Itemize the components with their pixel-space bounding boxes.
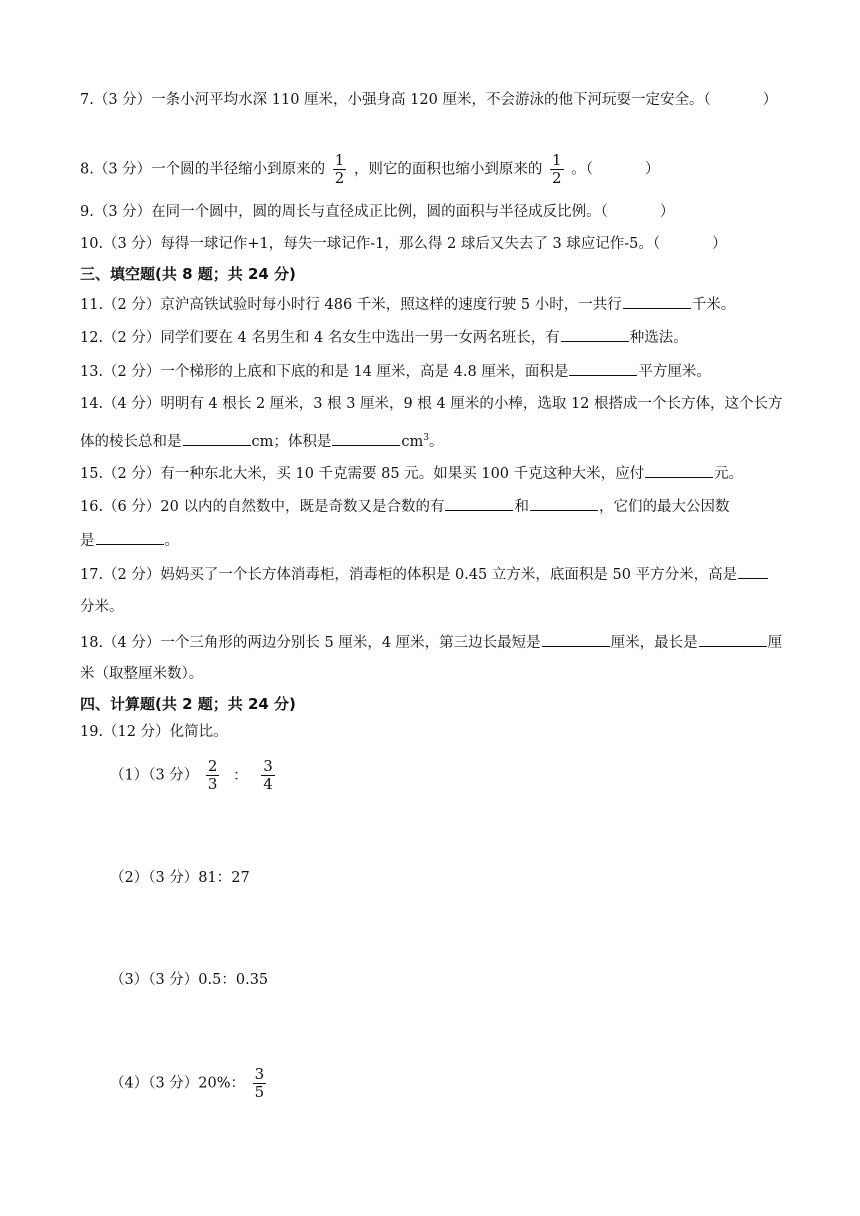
question-16-line-2: 是 。 bbox=[80, 529, 812, 551]
fraction: $\frac{1}{2}$ bbox=[552, 151, 562, 187]
question-17-line-2: 分米。 bbox=[80, 599, 124, 615]
question-9: 9.（3 分）在同一个圆中，圆的周长与直径成正比例，圆的面积与半径成反比例。（ ） bbox=[80, 204, 675, 220]
answer-blank[interactable] bbox=[699, 631, 767, 647]
question-16-line-1: 16.（6 分）20 以内的自然数中，既是奇数又是合数的有 和 ，它们的最大公因数 bbox=[80, 495, 812, 517]
question-19-part-4: （4）（3 分）20%： $\frac{3}{5}$ bbox=[110, 1065, 265, 1101]
question-19-title: 19.（12 分）化简比。 bbox=[80, 724, 228, 740]
fraction: $\frac{2}{3}$ bbox=[207, 757, 218, 793]
answer-blank[interactable] bbox=[645, 462, 713, 478]
answer-blank[interactable] bbox=[542, 631, 610, 647]
answer-blank[interactable] bbox=[332, 430, 400, 446]
section-3-heading: 三、填空题(共 8 题；共 24 分) bbox=[80, 265, 296, 283]
question-18-line-2: 米（取整厘米数）。 bbox=[80, 666, 204, 682]
answer-blank[interactable] bbox=[183, 430, 251, 446]
question-19-part-3: （3）（3 分）0.5：0.35 bbox=[110, 972, 269, 988]
question-14-line-1: 14.（4 分）明明有 4 根长 2 厘米，3 根 3 厘米，9 根 4 厘米的小棒，选取 12 根搭成一个长方体，这个长方 bbox=[80, 396, 783, 412]
section-4-heading: 四、计算题(共 2 题；共 24 分) bbox=[80, 695, 296, 713]
answer-blank[interactable] bbox=[96, 529, 164, 545]
question-7: 7.（3 分）一条小河平均水深 110 厘米，小强身高 120 厘米，不会游泳的他下河玩耍一定安全。（ ） bbox=[80, 92, 778, 108]
question-18-line-1: 18.（4 分）一个三角形的两边分别长 5 厘米，4 厘米，第三边长最短是 厘米，最长是 厘 bbox=[80, 631, 812, 653]
fraction: $\frac{3}{5}$ bbox=[254, 1065, 265, 1101]
question-17-line-1: 17.（2 分）妈妈买了一个长方体消毒柜，消毒柜的体积是 0.45 立方米，底面积是 50 平方分米，高是 bbox=[80, 563, 812, 585]
question-14-line-2: 体的棱长总和是 cm；体积是 $cm^3$。 bbox=[80, 428, 812, 452]
question-13: 13.（2 分）一个梯形的上底和下底的和是 14 厘米，高是 4.8 厘米，面积是 平方厘米。 bbox=[80, 360, 812, 382]
answer-blank[interactable] bbox=[530, 495, 598, 511]
question-19-part-2: （2）（3 分）81：27 bbox=[110, 870, 250, 886]
question-8: 8.（3 分）一个圆的半径缩小到原来的 $\frac{1}{2}$ ，则它的面积也缩小到原来的 $\frac{1}{2}$ 。（ ） bbox=[80, 151, 660, 187]
question-15: 15.（2 分）有一种东北大米，买 10 千克需要 85 元。如果买 100 千克这种大米，应付 元。 bbox=[80, 462, 812, 484]
answer-blank[interactable] bbox=[738, 563, 768, 579]
question-19-part-1: （1）（3 分） $\frac{2}{3}$ ： $\frac{3}{4}$ bbox=[110, 757, 273, 793]
fraction: $\frac{1}{2}$ bbox=[334, 151, 345, 187]
answer-blank[interactable] bbox=[561, 326, 629, 342]
answer-blank[interactable] bbox=[445, 495, 513, 511]
question-11: 11.（2 分）京沪高铁试验时每小时行 486 千米，照这样的速度行驶 5 小时，一共行 千米。 bbox=[80, 293, 812, 315]
question-12: 12.（2 分）同学们要在 4 名男生和 4 名女生中选出一男一女两名班长，有 种选法。 bbox=[80, 326, 812, 348]
answer-blank[interactable] bbox=[569, 360, 637, 376]
fraction: $\frac{3}{4}$ bbox=[263, 757, 273, 793]
answer-blank[interactable] bbox=[623, 293, 691, 309]
question-10: 10.（3 分）每得一球记作+1，每失一球记作-1，那么得 2 球后又失去了 3 球应记作-5。（ ） bbox=[80, 236, 727, 252]
